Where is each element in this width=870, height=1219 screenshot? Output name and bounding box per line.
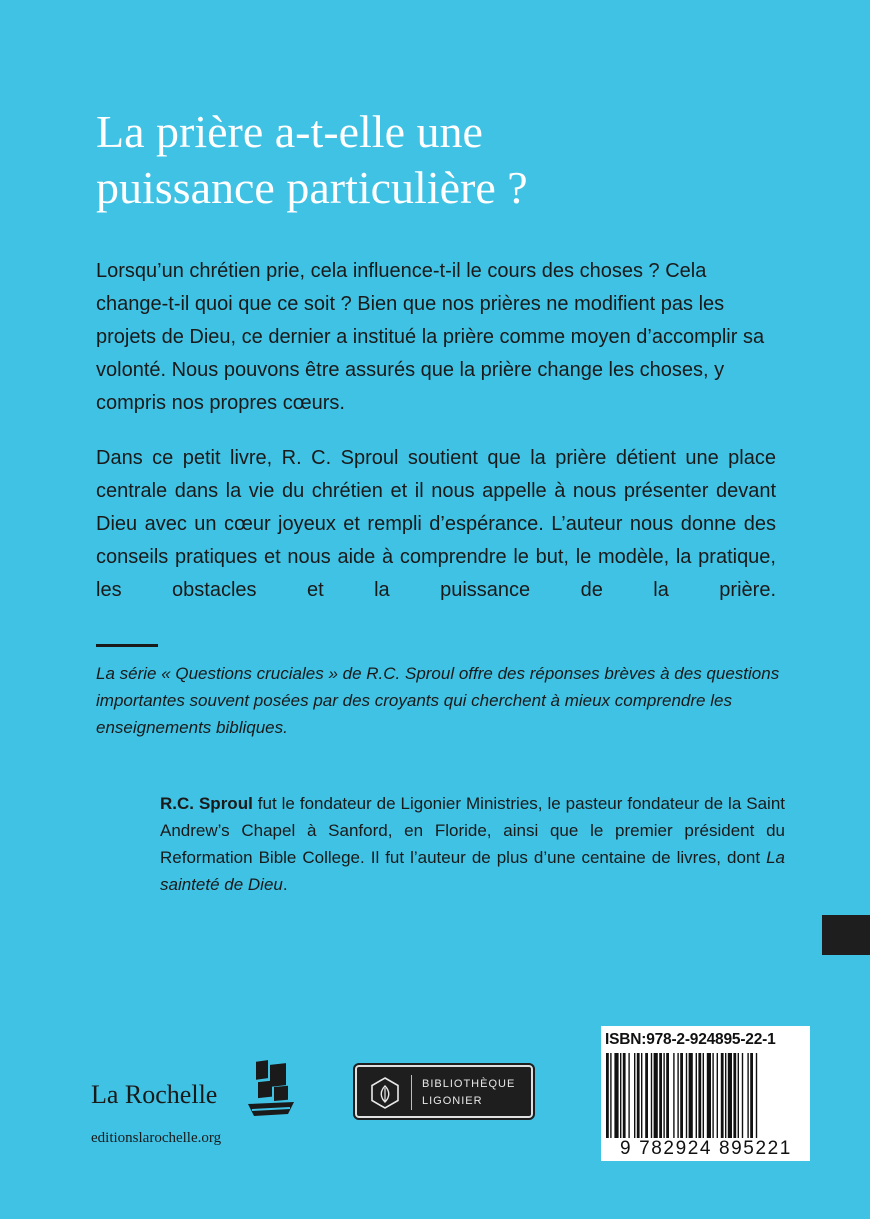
barcode-bars — [605, 1053, 806, 1143]
publisher-url: editionslarochelle.org — [91, 1130, 222, 1146]
isbn-label: ISBN:978-2-924895-22-1 — [605, 1031, 776, 1048]
ship-icon — [240, 1058, 300, 1120]
badge-divider — [411, 1075, 412, 1110]
description-paragraph-1: Lorsqu’un chrétien prie, cela influence-t-il le cours des choses ? Cela change-t-il quoi que ce soit ? Bien que nos prières ne modifient pas les projets de Dieu, ce dernier a institué la prière comme moyen d’accomplir sa volonté. Nous pouvons être assurés que la prière change les choses, y compris nos propres cœurs. — [96, 260, 765, 414]
ligonier-icon — [369, 1077, 401, 1109]
title-line-2: puissance particulière ? — [96, 162, 528, 213]
author-bio — [160, 790, 785, 898]
ligonier-line-2: LIGONIER — [422, 1095, 483, 1107]
author-name: R.C. Sproul — [160, 794, 253, 813]
series-note: La série « Questions cruciales » de R.C. Sproul offre des réponses brèves à des questions importantes souvent posées par des croyants qui cherchent à mieux comprendre les enseignements bibliques. — [96, 664, 780, 737]
author-book-title: La sainteté de Dieu — [160, 848, 785, 894]
barcode-digits: 9 782924 895221 — [605, 1138, 807, 1160]
spine-mark — [822, 915, 870, 955]
title-line-1: La prière a-t-elle une — [96, 106, 483, 157]
book-title — [96, 104, 796, 216]
description-paragraph-2: Dans ce petit livre, R. C. Sproul soutient que la prière détient une place centrale dans la vie du chrétien et il nous appelle à nous présenter devant Dieu avec un cœur joyeux et rempli d’espérance. L’auteur nous donne des conseils pratiques et nous aide à comprendre le but, le modèle, la pratique, les obstacles et la puissance de la prière. — [96, 447, 776, 601]
author-bio-text: fut le fondateur de Ligonier Ministries, le pasteur fondateur de la Saint Andrew’s Chapel à Sanford, en Floride, ainsi que le premier président du Reformation Bible College. Il fut l’auteur de plus d’une centaine de livres, dont — [160, 794, 785, 867]
author-bio-end: . — [282, 875, 288, 894]
publisher-name: La Rochelle — [91, 1080, 218, 1109]
isbn-barcode — [601, 1026, 810, 1161]
ligonier-line-1: BIBLIOTHÈQUE — [422, 1078, 516, 1090]
divider-rule — [96, 644, 158, 647]
ligonier-badge — [355, 1065, 533, 1118]
ligonier-label — [422, 1076, 515, 1110]
